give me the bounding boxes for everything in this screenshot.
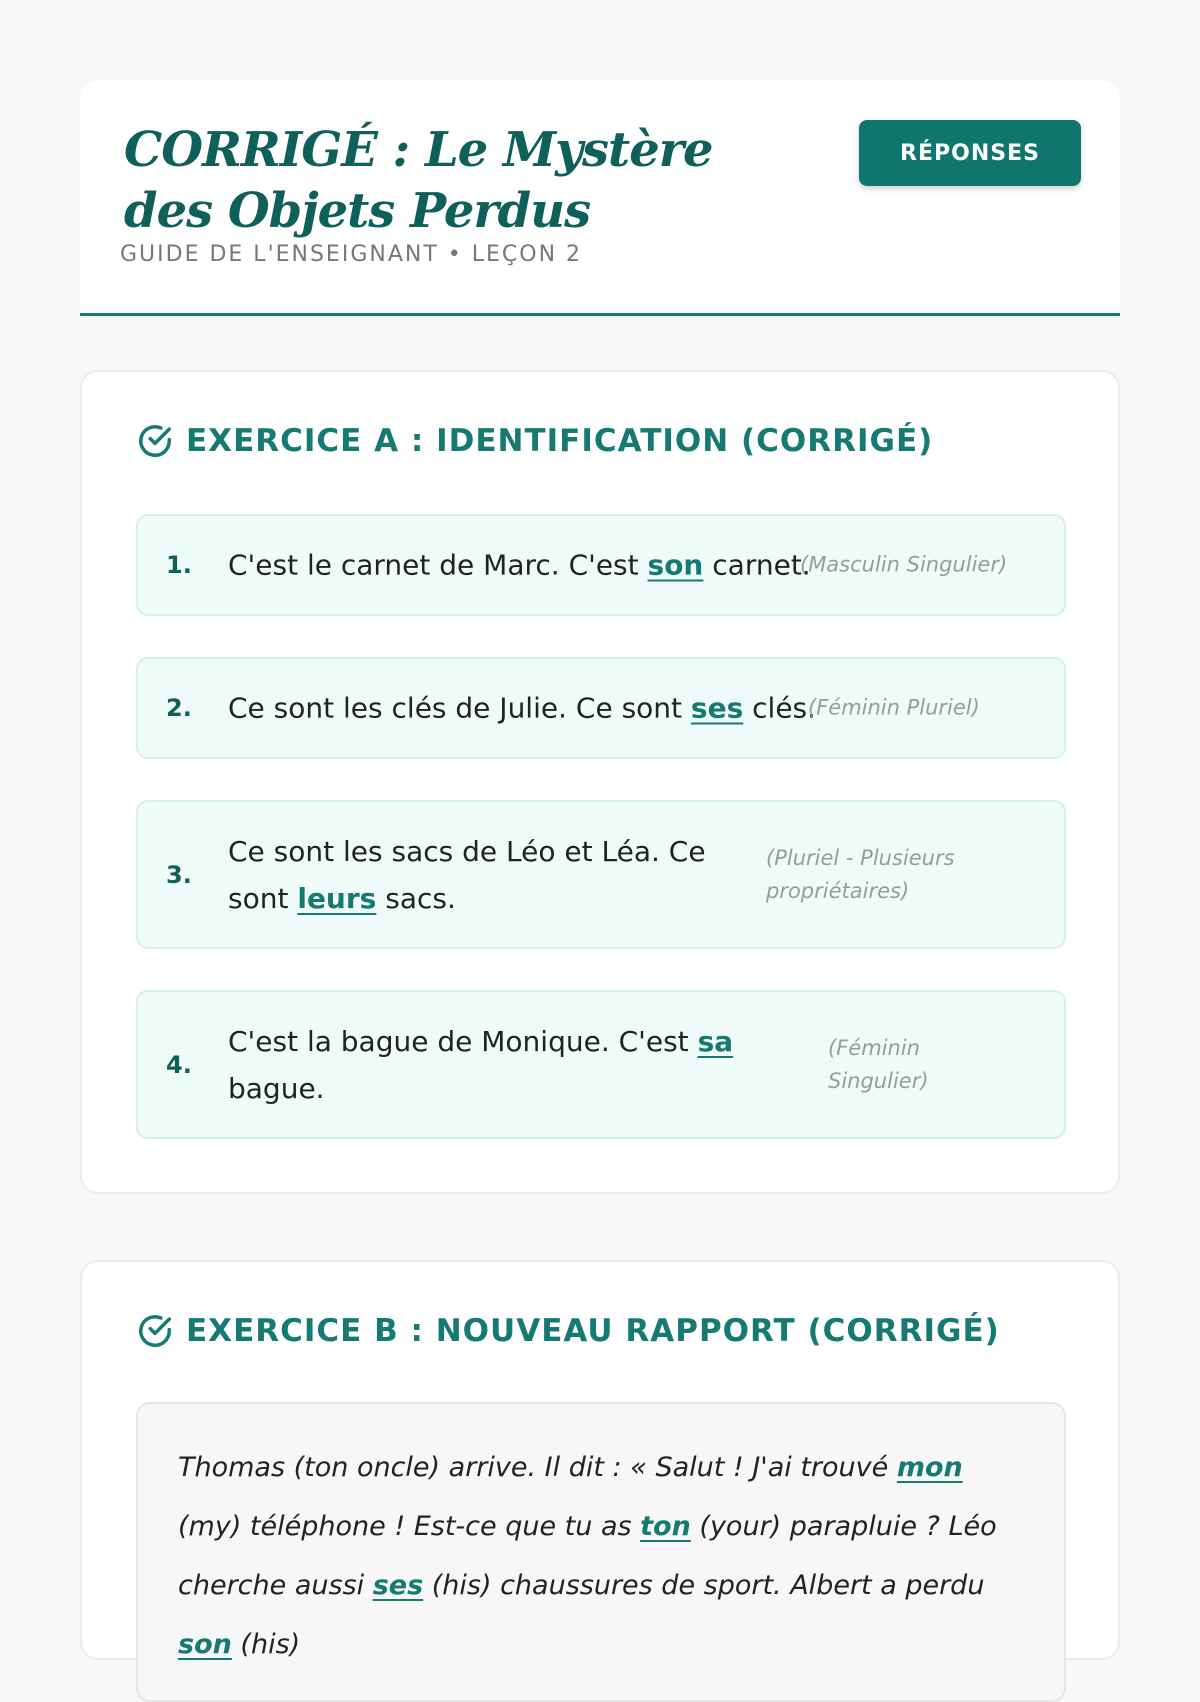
item-number: 4. <box>166 1050 192 1079</box>
exercise-b-title-text: EXERCICE B : NOUVEAU RAPPORT (CORRIGÉ) <box>186 1313 1000 1349</box>
item-number: 2. <box>166 694 192 722</box>
item-answer: ses <box>690 691 744 725</box>
item-sentence: Ce sont les sacs de Léo et Léa. Ce sont leurs sacs. <box>228 834 706 915</box>
item-answer: leurs <box>297 881 377 915</box>
report-answer: mon <box>896 1452 963 1483</box>
report-paragraph: Thomas (ton oncle) arrive. Il dit : « Salut ! J'ai trouvé mon (my) téléphone ! Est-ce que tu as ton (your) parapluie ? Léo cherche aussi ses (his) chaussures de sport. Albert a perdu son (his) <box>178 1452 997 1660</box>
exercise-a-card <box>80 370 1120 1194</box>
item-note: (Féminin Pluriel) <box>808 695 980 720</box>
exercise-b-title <box>136 1312 1000 1350</box>
item-number: 3. <box>166 860 192 889</box>
report-box <box>136 1402 1066 1702</box>
item-number: 1. <box>166 551 192 579</box>
item-note: (Pluriel - Plusieurs propriétaires) <box>766 845 955 903</box>
item-answer: son <box>647 548 704 582</box>
exercise-item <box>136 990 1066 1139</box>
report-answer: son <box>178 1629 232 1660</box>
exercise-item <box>136 800 1066 949</box>
item-answer: sa <box>697 1024 734 1058</box>
exercise-b-card <box>80 1260 1120 1660</box>
report-answer: ton <box>640 1511 691 1542</box>
page-subtitle: GUIDE DE L'ENSEIGNANT • LEÇON 2 <box>120 242 583 267</box>
check-circle-icon <box>136 422 174 460</box>
answers-button[interactable]: RÉPONSES <box>859 120 1081 186</box>
exercise-item <box>136 657 1066 759</box>
exercise-item <box>136 514 1066 616</box>
item-note: (Masculin Singulier) <box>800 552 1008 577</box>
page-title: CORRIGÉ : Le Mystère des Objets Perdus <box>124 122 713 239</box>
check-circle-icon <box>136 1312 174 1350</box>
exercise-a-title-text: EXERCICE A : IDENTIFICATION (CORRIGÉ) <box>186 423 934 459</box>
page-header <box>80 80 1120 316</box>
exercise-a-title <box>136 422 933 460</box>
item-sentence: Ce sont les clés de Julie. Ce sont ses clés. <box>228 691 817 725</box>
item-sentence: C'est le carnet de Marc. C'est son carnet. <box>228 548 811 582</box>
report-answer: ses <box>372 1570 424 1601</box>
item-note: (Féminin Singulier) <box>828 1035 929 1093</box>
item-sentence: C'est la bague de Monique. C'est sa bague. <box>228 1024 734 1105</box>
